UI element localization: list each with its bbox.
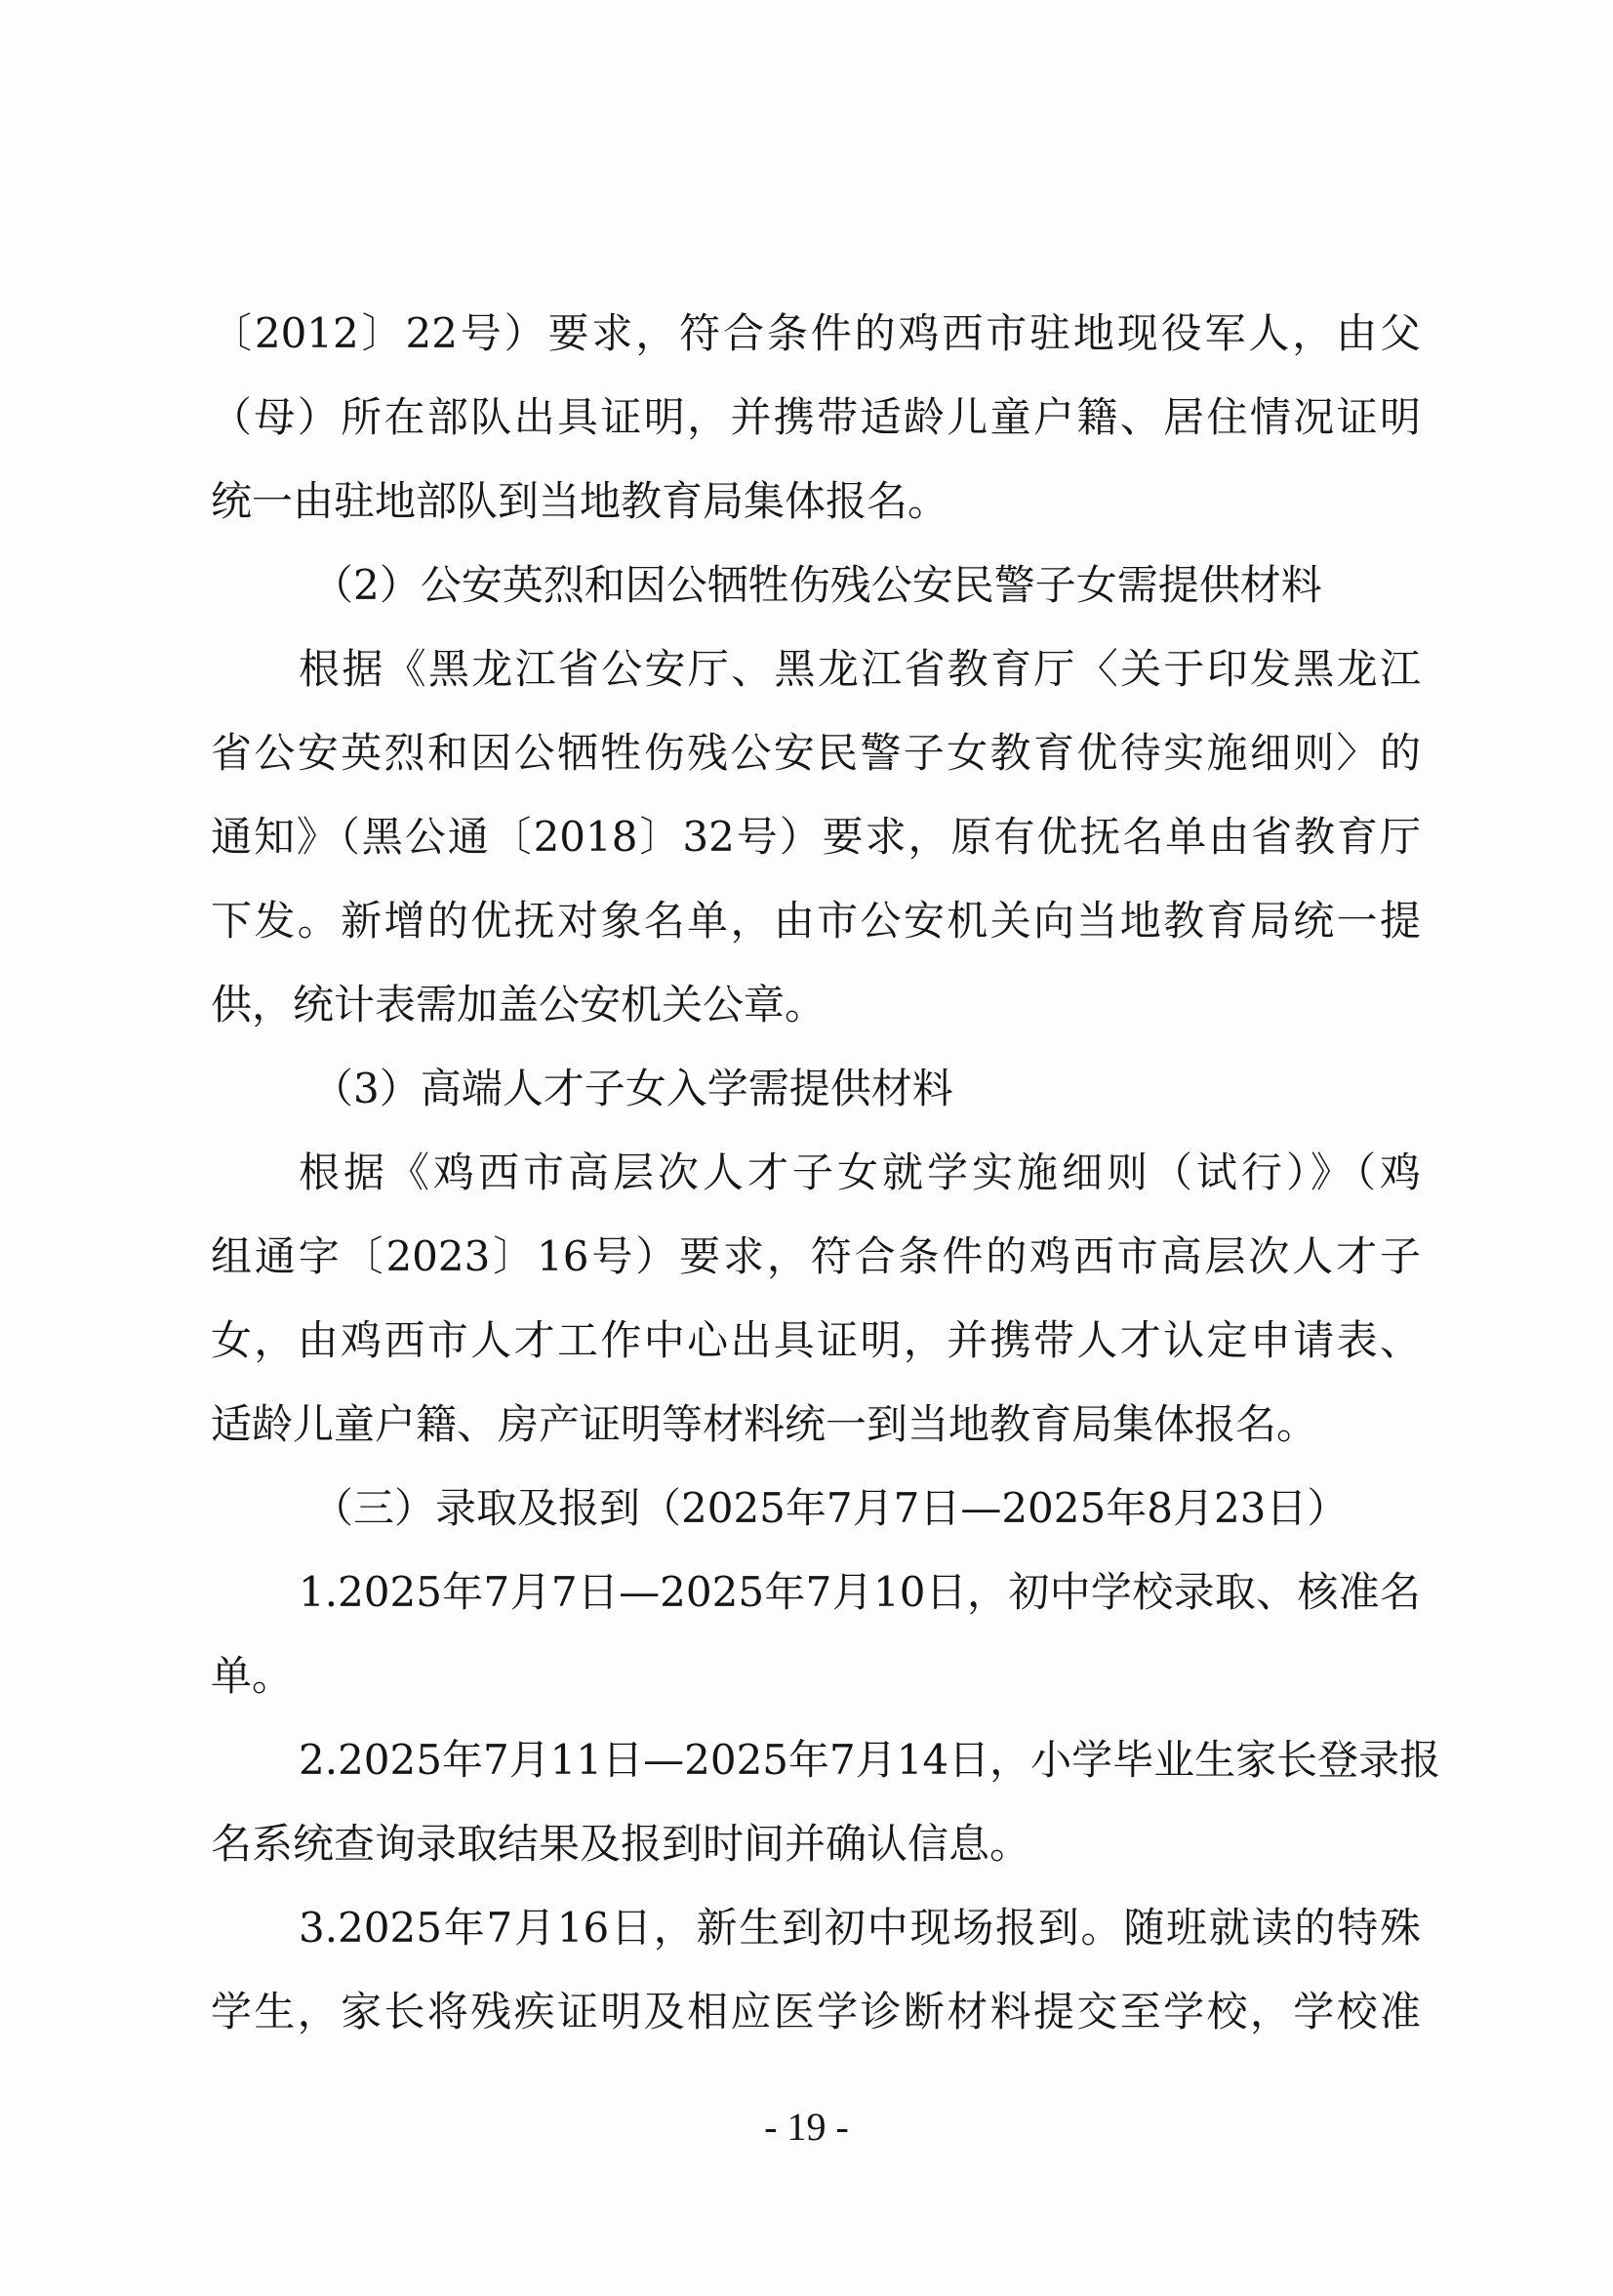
text-line-6: 省公安英烈和因公牺牲伤残公安民警子女教育优待实施细则〉的 xyxy=(211,729,1421,777)
text-line-13: 女，由鸡西市人才工作中心出具证明，并携带人才认定申请表、 xyxy=(211,1316,1421,1364)
text-line-3: 统一由驻地部队到当地教育局集体报名。 xyxy=(211,477,949,525)
text-line-16: 1.2025年7月7日—2025年7月10日，初中学校录取、核准名 xyxy=(299,1568,1421,1616)
text-line-5: 根据《黑龙江省公安厅、黑龙江省教育厅〈关于印发黑龙江 xyxy=(299,645,1421,693)
text-line-21: 学生，家长将残疾证明及相应医学诊断材料提交至学校，学校准 xyxy=(211,1988,1421,2035)
text-line-2: （母）所在部队出具证明，并携带适龄儿童户籍、居住情况证明 xyxy=(211,393,1421,441)
text-line-11: 根据《鸡西市高层次人才子女就学实施细则（试行）》（鸡 xyxy=(299,1148,1421,1196)
text-line-18: 2.2025年7月11日—2025年7月14日，小学毕业生家长登录报 xyxy=(299,1736,1441,1784)
page-number: - 19 - xyxy=(764,2105,849,2149)
section-heading-3: （三）录取及报到（2025年7月7日—2025年8月23日） xyxy=(312,1484,1349,1532)
text-line-17: 单。 xyxy=(211,1652,294,1700)
text-line-9: 供，统计表需加盖公安机关公章。 xyxy=(211,981,827,1028)
text-line-7: 通知》（黑公通〔2018〕32号）要求，原有优抚名单由省教育厅 xyxy=(211,813,1421,861)
subheading-2: （2）公安英烈和因公牺牲伤残公安民警子女需提供材料 xyxy=(312,561,1322,609)
text-line-14: 适龄儿童户籍、房产证明等材料统一到当地教育局集体报名。 xyxy=(211,1400,1318,1448)
subheading-3: （3）高端人才子女入学需提供材料 xyxy=(312,1065,953,1112)
text-line-12: 组通字〔2023〕16号）要求，符合条件的鸡西市高层次人才子 xyxy=(211,1232,1421,1280)
text-line-1: 〔2012〕22号）要求，符合条件的鸡西市驻地现役军人，由父 xyxy=(211,309,1421,357)
text-line-8: 下发。新增的优抚对象名单，由市公安机关向当地教育局统一提 xyxy=(211,897,1421,945)
text-line-20: 3.2025年7月16日，新生到初中现场报到。随班就读的特殊 xyxy=(299,1904,1421,1952)
text-line-19: 名系统查询录取结果及报到时间并确认信息。 xyxy=(211,1820,1031,1868)
